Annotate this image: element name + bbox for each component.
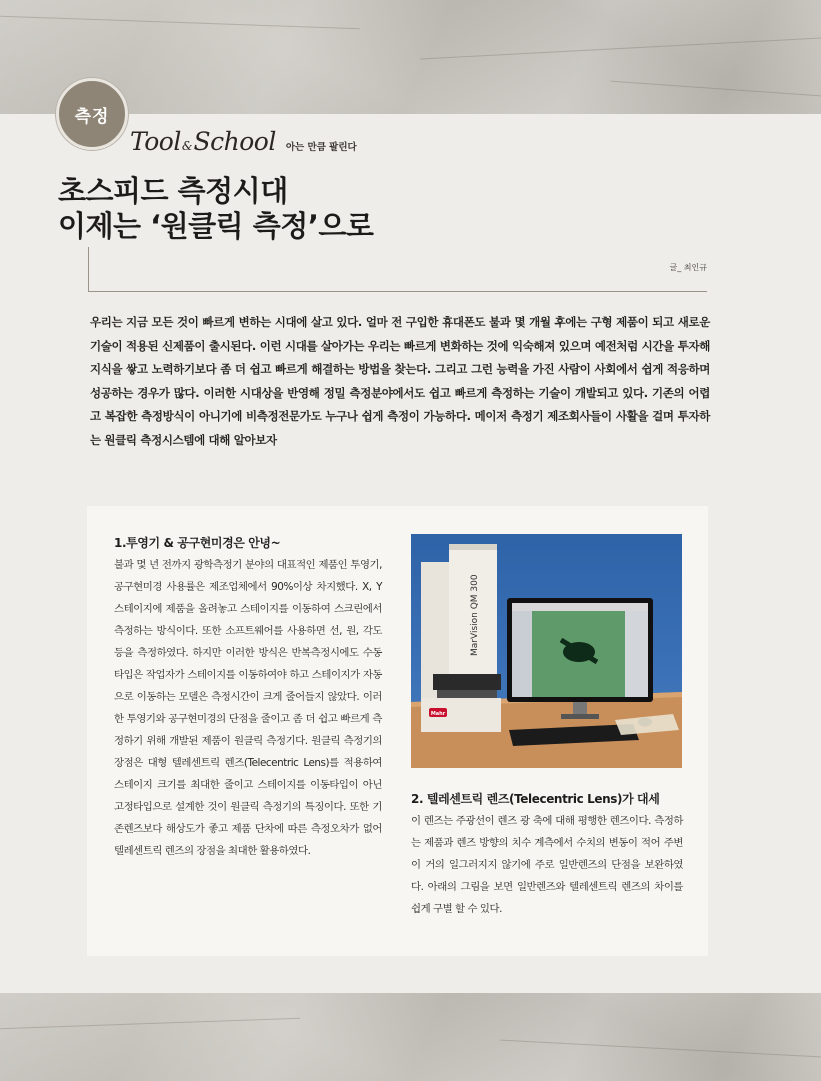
title-line-2: 이제는 ‘원클릭 측정’으로 (58, 209, 374, 243)
section-1 (114, 534, 382, 862)
product-photo-illustration (411, 534, 682, 768)
series-brand-right: School (193, 127, 276, 156)
lead-paragraph (90, 311, 710, 452)
section-2 (411, 790, 683, 920)
article-title (58, 174, 373, 244)
title-line-1: 초스피드 측정시대 (58, 174, 288, 208)
machine-stage (437, 690, 497, 698)
author-credit: 글_ 최인규 (669, 263, 707, 272)
lead-text: 우리는 지금 모든 것이 빠르게 변하는 시대에 살고 있다. 얼마 전 구입한 휴대폰도 불과 몇 개월 후에는 구형 제품이 되고 새로운 기술이 적용된 신제품이 출시된다. 이런 시대를 살아가는 우리는 빠르게 변화하는 것에 익숙해져 있으며 예전처럼 시간을 투자해 지식을 쌓고 노력하기보다 좀 더 쉽고 빠르게 해결하는 방법을 찾는다. 그리고 그런 능력을 가진 사람이 사회에서 쉽게 적응하며 성공하는 경우가 많다. 이러한 시대상을 반영해 정밀 측정분야에서도 쉽고 빠르게 측정하는 기술이 개발되고 있다. 기존의 어렵고 복잡한 측정방식이 아니기에 비측정전문가도 누구나 쉽게 측정이 가능하다. 메이저 측정기 제조회사들이 사활을 걸며 투자하는 원클릭 측정시스템에 대해 알아보자 (90, 315, 710, 447)
section-1-body: 불과 몇 년 전까지 광학측정기 분야의 대표적인 제품인 투영기, 공구현미경 사용률은 제조업체에서 90%이상 차지했다. X, Y 스테이지에 제품을 올려놓고 스테이지를 이동하여 스크린에서 측정하는 방식이다. 또한 소프트웨어를 사용하면 선, 원, 각도 등을 측정하였다. 하지만 이러한 방식은 반복측정시에도 수동타입은 작업자가 스테이지를 이동하여야 하고 스테이지가 자동으로 이동하는 모델은 측정시간이 크게 줄어들지 않았다. 이러한 투영기와 공구현미경의 단점을 줄이고 좀 더 쉽고 빠르게 측정하기 위해 개발된 제품이 원클릭 측정기다. 원클릭 측정기의 장점은 대형 텔레센트릭 렌즈(Telecentric Lens)를 적용하여 스테이지 크기를 최대한 줄이고 스테이지를 이동타입이 아닌 고정타입으로 설계한 것이 원클릭 측정기의 특징이다. 또한 기존렌즈보다 해상도가 좋고 제품 단차에 따른 측정오차가 없어 텔레센트릭 렌즈의 장점을 최대한 활용하였다. (114, 559, 382, 857)
series-title (130, 127, 357, 156)
texture-crack (500, 1040, 821, 1058)
stone-texture-bottom (0, 993, 821, 1081)
series-tagline: 아는 만큼 팔린다 (285, 142, 357, 153)
screen-panel (625, 611, 648, 697)
texture-crack (420, 38, 821, 60)
screen-sidebar (512, 611, 532, 697)
series-brand-left: Tool (130, 127, 181, 156)
monitor-foot (561, 714, 599, 719)
machine-top (449, 544, 497, 550)
series-brand-amp: & (181, 139, 193, 153)
title-rule-vertical (88, 247, 89, 292)
category-badge (56, 78, 128, 150)
machine-label: MarVision QM 300 (470, 574, 480, 656)
texture-crack (0, 16, 360, 30)
section-1-heading: 1.투영기 & 공구현미경은 안녕~ (114, 536, 281, 550)
title-rule-horizontal (88, 291, 707, 292)
product-photo (411, 534, 682, 768)
texture-crack (610, 81, 821, 97)
screen-toolbar (512, 603, 648, 611)
section-2-heading: 2. 텔레센트릭 렌즈(Telecentric Lens)가 대세 (411, 792, 660, 806)
category-label: 측정 (74, 106, 110, 127)
brand-logo: Mahr (430, 711, 446, 717)
section-2-body: 이 렌즈는 주광선이 렌즈 광 축에 대해 평행한 렌즈이다. 측정하는 제품과 렌즈 방향의 치수 계측에서 수치의 변동이 적어 주변이 거의 일그러지지 않기에 주로 일반렌즈의 단점을 보완하였다. 아래의 그림을 보면 일반렌즈와 텔레센트릭 렌즈의 차이를 쉽게 구별 할 수 있다. (411, 815, 683, 915)
monitor-stand (573, 702, 587, 716)
machine-stage-top (433, 674, 501, 690)
texture-crack (0, 1018, 300, 1029)
